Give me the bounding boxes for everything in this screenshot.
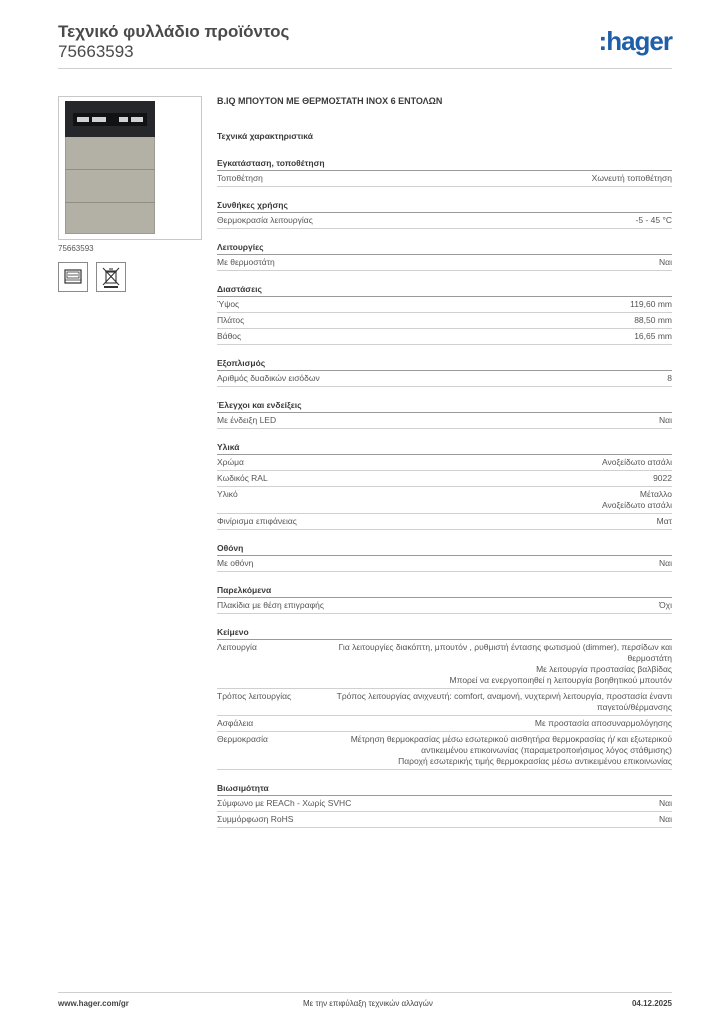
spec-value-line: Τρόπος λειτουργίας ανιχνευτή: comfort, αναμονή, νυχτερινή λειτουργία, προστασία έναντι παγετού/θέρμανσης bbox=[336, 691, 672, 712]
spec-label: Πλάτος bbox=[217, 315, 245, 325]
spec-value bbox=[332, 691, 672, 713]
spec-row bbox=[217, 689, 672, 716]
spec-label: Ασφάλεια bbox=[217, 718, 254, 728]
spec-value-line: Όχι bbox=[659, 600, 672, 610]
spec-row bbox=[217, 732, 672, 770]
spec-value bbox=[636, 215, 672, 226]
document-title: Τεχνικό φυλλάδιο προϊόντος bbox=[58, 22, 290, 41]
spec-section bbox=[217, 200, 672, 229]
spec-label: Με οθόνη bbox=[217, 558, 254, 568]
spec-row bbox=[217, 598, 672, 614]
spec-value-line: Με προστασία αποσυναρμολόγησης bbox=[534, 718, 672, 728]
spec-label: Σύμφωνο με REACh - Χωρίς SVHC bbox=[217, 798, 352, 808]
logo-prefix: : bbox=[598, 26, 607, 56]
spec-section bbox=[217, 242, 672, 271]
product-name: B.IQ ΜΠΟΥΤΟΝ ΜΕ ΘΕΡΜΟΣΤΑΤΗ INOX 6 ΕΝΤΟΛΩΝ bbox=[217, 96, 443, 106]
spec-value bbox=[602, 489, 672, 511]
spec-row bbox=[217, 796, 672, 812]
section-title: Διαστάσεις bbox=[217, 284, 672, 297]
spec-value-line: 9022 bbox=[653, 473, 672, 483]
spec-value bbox=[332, 734, 672, 767]
spec-row bbox=[217, 640, 672, 689]
section-title: Κείμενο bbox=[217, 627, 672, 640]
spec-value bbox=[659, 814, 672, 825]
spec-section bbox=[217, 358, 672, 387]
spec-section bbox=[217, 442, 672, 530]
spec-section bbox=[217, 543, 672, 572]
spec-label: Με θερμοστάτη bbox=[217, 257, 275, 267]
rocker-divider bbox=[65, 202, 155, 203]
spec-label: Υλικό bbox=[217, 489, 238, 499]
section-title: Βιωσιμότητα bbox=[217, 783, 672, 796]
spec-row bbox=[217, 812, 672, 828]
weee-bin-icon bbox=[96, 262, 126, 292]
spec-value bbox=[602, 457, 672, 468]
rocker-divider bbox=[65, 169, 155, 170]
spec-label: Θερμοκρασία bbox=[217, 734, 268, 744]
spec-value bbox=[332, 642, 672, 686]
spec-value bbox=[630, 299, 672, 310]
spec-row bbox=[217, 487, 672, 514]
spec-label: Φινίρισμα επιφάνειας bbox=[217, 516, 297, 526]
spec-value bbox=[659, 558, 672, 569]
spec-row bbox=[217, 413, 672, 429]
spec-label: Τρόπος λειτουργίας bbox=[217, 691, 292, 701]
spec-label: Θερμοκρασία λειτουργίας bbox=[217, 215, 313, 225]
spec-section bbox=[217, 158, 672, 187]
spec-section bbox=[217, 284, 672, 345]
spec-row bbox=[217, 716, 672, 732]
spec-value-line: 119,60 mm bbox=[630, 299, 672, 309]
header-divider bbox=[58, 68, 672, 69]
spec-value-line: Ανοξείδωτο ατσάλι bbox=[601, 457, 672, 467]
spec-row bbox=[217, 455, 672, 471]
section-title: Παρελκόμενα bbox=[217, 585, 672, 598]
spec-value-line: Με λειτουργία προστασίας βαλβίδας bbox=[536, 664, 672, 674]
device-illustration bbox=[65, 101, 155, 234]
spec-value-line: 8 bbox=[667, 373, 672, 383]
spec-label: Πλακίδια με θέση επιγραφής bbox=[217, 600, 324, 610]
spec-value bbox=[659, 798, 672, 809]
spec-value bbox=[659, 415, 672, 426]
spec-value bbox=[634, 315, 672, 326]
spec-row bbox=[217, 297, 672, 313]
spec-value-line: Ναι bbox=[659, 415, 672, 425]
spec-value bbox=[592, 173, 672, 184]
spec-row bbox=[217, 213, 672, 229]
spec-value-line: Ναι bbox=[659, 814, 672, 824]
knx-display-icon bbox=[58, 262, 88, 292]
spec-label: Χρώμα bbox=[217, 457, 244, 467]
section-title: Συνθήκες χρήσης bbox=[217, 200, 672, 213]
device-display bbox=[65, 101, 155, 137]
spec-value bbox=[657, 516, 672, 527]
spec-value bbox=[667, 373, 672, 384]
spec-value-line: Ναι bbox=[659, 558, 672, 568]
footer-website: www.hager.com/gr bbox=[58, 999, 129, 1008]
spec-value-line: Ανοξείδωτο ατσάλι bbox=[601, 500, 672, 510]
spec-value-line: Μπορεί να ενεργοποιηθεί η λειτουργία βοηθητικού μπουτόν bbox=[449, 675, 672, 685]
footer-date: 04.12.2025 bbox=[631, 999, 672, 1008]
spec-content bbox=[217, 96, 672, 841]
spec-row bbox=[217, 329, 672, 345]
spec-value-line: Μέτρηση θερμοκρασίας μέσω εσωτερικού αισθητήρα θερμοκρασίας ή/ και εξωτερικού αντικειμένου επικοινωνίας (παραμετροποιήσιμος λόγος στάθμισης) bbox=[350, 734, 672, 755]
spec-value bbox=[659, 257, 672, 268]
spec-row bbox=[217, 255, 672, 271]
spec-label: Συμμόρφωση RoHS bbox=[217, 814, 294, 824]
spec-value-line: 88,50 mm bbox=[634, 315, 672, 325]
spec-value-line: Ναι bbox=[659, 257, 672, 267]
spec-value-line: Παροχή εσωτερικής τιμής θερμοκρασίας μέσω αντικειμένου επικοινωνίας bbox=[398, 756, 672, 766]
spec-value-line: Μέταλλο bbox=[639, 489, 672, 499]
spec-value-line: Ματ bbox=[656, 516, 672, 526]
spec-label: Αριθμός δυαδικών εισόδων bbox=[217, 373, 320, 383]
spec-label: Με ένδειξη LED bbox=[217, 415, 277, 425]
product-image bbox=[58, 96, 202, 240]
spec-row bbox=[217, 171, 672, 187]
spec-label: Τοποθέτηση bbox=[217, 173, 263, 183]
spec-value-line: Ναι bbox=[659, 798, 672, 808]
section-title: Οθόνη bbox=[217, 543, 672, 556]
product-code: 75663593 bbox=[58, 42, 134, 61]
hager-logo bbox=[599, 26, 672, 57]
spec-label: Λειτουργία bbox=[217, 642, 257, 652]
spec-row bbox=[217, 471, 672, 487]
footer-divider bbox=[58, 992, 672, 993]
spec-value bbox=[659, 600, 672, 611]
spec-value-line: Χωνευτή τοποθέτηση bbox=[591, 173, 672, 183]
image-product-code: 75663593 bbox=[58, 244, 94, 253]
spec-row bbox=[217, 313, 672, 329]
spec-row bbox=[217, 371, 672, 387]
spec-value-line: 16,65 mm bbox=[634, 331, 672, 341]
spec-section bbox=[217, 627, 672, 770]
document-header bbox=[58, 22, 289, 61]
section-title: Έλεγχοι και ενδείξεις bbox=[217, 400, 672, 413]
logo-text: hager bbox=[606, 26, 672, 56]
spec-value bbox=[634, 331, 672, 342]
spec-value bbox=[653, 473, 672, 484]
section-title: Υλικά bbox=[217, 442, 672, 455]
spec-label: Ύψος bbox=[217, 299, 240, 309]
spec-row bbox=[217, 556, 672, 572]
tech-specs-title: Τεχνικά χαρακτηριστικά bbox=[217, 131, 313, 141]
spec-section bbox=[217, 783, 672, 828]
spec-label: Βάθος bbox=[217, 331, 242, 341]
spec-label: Κωδικός RAL bbox=[217, 473, 268, 483]
section-title: Εγκατάσταση, τοποθέτηση bbox=[217, 158, 672, 171]
footer-note: Με την επιφύλαξη τεχνικών αλλαγών bbox=[303, 999, 433, 1008]
spec-row bbox=[217, 514, 672, 530]
spec-section bbox=[217, 585, 672, 614]
spec-value-line: Για λειτουργίες διακόπτη, μπουτόν , ρυθμιστή έντασης φωτισμού (dimmer), περσίδων και θερμοστάτη bbox=[338, 642, 672, 663]
display-screen bbox=[73, 113, 147, 126]
spec-sections bbox=[217, 158, 672, 828]
spec-section bbox=[217, 400, 672, 429]
section-title: Εξοπλισμός bbox=[217, 358, 672, 371]
spec-value-line: -5 - 45 °C bbox=[635, 215, 672, 225]
spec-value bbox=[535, 718, 672, 729]
section-title: Λειτουργίες bbox=[217, 242, 672, 255]
